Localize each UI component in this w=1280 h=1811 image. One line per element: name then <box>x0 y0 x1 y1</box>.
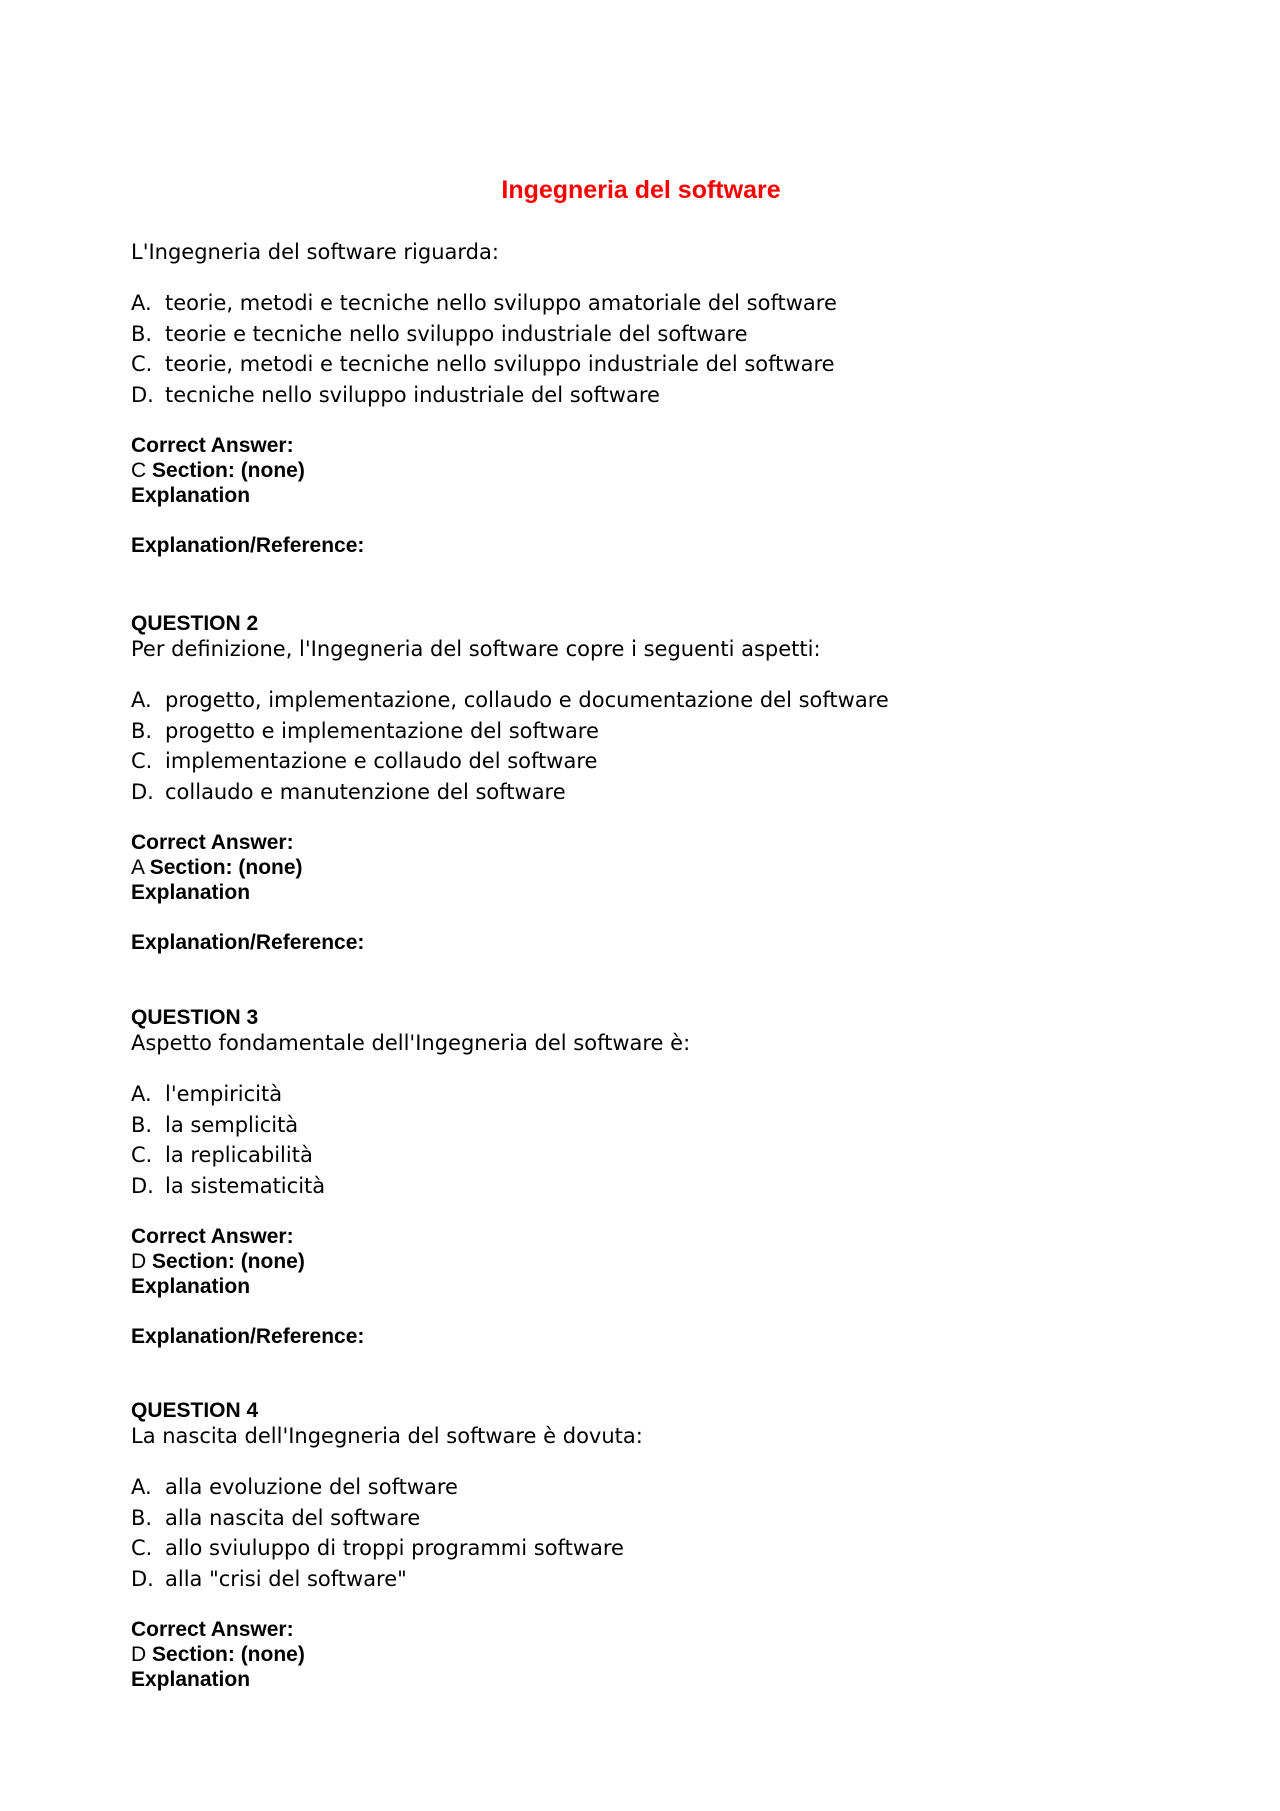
section-label: Section: (none) <box>152 1643 305 1666</box>
answer-value: C <box>131 459 147 482</box>
question-stem: Aspetto fondamentale dell'Ingegneria del software è: <box>131 1031 691 1055</box>
answer-value: D <box>131 1250 147 1273</box>
option-text: la sistematicità <box>165 1173 326 1198</box>
question-stem: Per definizione, l'Ingegneria del software copre i seguenti aspetti: <box>131 637 821 661</box>
option-d <box>131 380 1151 411</box>
answer-line <box>131 1249 1151 1274</box>
option-letter: C. <box>131 1536 153 1560</box>
answer-block <box>131 433 1151 508</box>
option-text: collaudo e manutenzione del software <box>165 779 566 804</box>
explanation-label: Explanation <box>131 484 251 507</box>
options-list <box>131 685 1151 807</box>
option-letter: B. <box>131 1505 153 1530</box>
option-text: alla nascita del software <box>165 1505 421 1530</box>
document-title: Ingegneria del software <box>501 176 781 204</box>
answer-value: D <box>131 1643 147 1666</box>
option-b <box>131 1110 1151 1141</box>
explanation-label: Explanation <box>131 1275 251 1298</box>
option-letter: C. <box>131 1143 153 1167</box>
section-label: Section: (none) <box>149 856 303 879</box>
option-letter: D. <box>131 1173 154 1198</box>
option-d <box>131 1171 1151 1202</box>
option-d <box>131 1564 1151 1595</box>
explanation-label: Explanation <box>131 881 251 904</box>
option-text: la replicabilità <box>165 1143 313 1167</box>
option-c <box>131 349 1151 380</box>
question-4 <box>131 1398 1151 1692</box>
answer-line <box>131 1642 1151 1667</box>
option-d <box>131 777 1151 808</box>
question-1 <box>131 239 1151 558</box>
question-heading: QUESTION 4 <box>131 1399 259 1422</box>
option-text: teorie e tecniche nello sviluppo industriale del software <box>165 321 748 346</box>
option-text: tecniche nello sviluppo industriale del software <box>165 382 660 407</box>
option-a <box>131 685 1151 716</box>
option-letter: B. <box>131 718 153 743</box>
option-letter: B. <box>131 1112 153 1137</box>
option-letter: C. <box>131 749 153 773</box>
option-a <box>131 288 1151 319</box>
option-c <box>131 746 1151 777</box>
question-3 <box>131 1005 1151 1349</box>
answer-line <box>131 855 1151 880</box>
option-text: allo sviuluppo di troppi programmi software <box>165 1536 624 1560</box>
options-list <box>131 1079 1151 1201</box>
option-b <box>131 1503 1151 1534</box>
option-letter: D. <box>131 1566 154 1591</box>
answer-block <box>131 1617 1151 1692</box>
option-b <box>131 716 1151 747</box>
options-list <box>131 288 1151 410</box>
option-letter: A. <box>131 1475 152 1499</box>
question-heading: QUESTION 2 <box>131 612 259 635</box>
option-text: l'empiricità <box>165 1082 283 1106</box>
option-a <box>131 1079 1151 1110</box>
explanation-label: Explanation <box>131 1668 251 1691</box>
option-letter: A. <box>131 291 152 315</box>
option-c <box>131 1140 1151 1171</box>
option-letter: B. <box>131 321 153 346</box>
answer-line <box>131 458 1151 483</box>
question-stem: L'Ingegneria del software riguarda: <box>131 240 499 264</box>
option-text: implementazione e collaudo del software <box>165 749 598 773</box>
question-heading: QUESTION 3 <box>131 1006 259 1029</box>
section-label: Section: (none) <box>152 459 305 482</box>
explanation-reference-label: Explanation/Reference: <box>131 1325 365 1348</box>
section-label: Section: (none) <box>152 1250 305 1273</box>
option-b <box>131 319 1151 350</box>
correct-answer-label: Correct Answer: <box>131 1225 294 1248</box>
correct-answer-label: Correct Answer: <box>131 434 294 457</box>
question-2 <box>131 611 1151 955</box>
option-text: progetto e implementazione del software <box>165 718 599 743</box>
option-text: la semplicità <box>165 1112 299 1137</box>
option-c <box>131 1533 1151 1564</box>
option-text: alla "crisi del software" <box>165 1566 407 1591</box>
explanation-reference-label: Explanation/Reference: <box>131 534 365 557</box>
correct-answer-label: Correct Answer: <box>131 1618 294 1641</box>
option-letter: D. <box>131 779 154 804</box>
question-stem: La nascita dell'Ingegneria del software è dovuta: <box>131 1424 643 1448</box>
option-text: teorie, metodi e tecniche nello sviluppo amatoriale del software <box>165 291 837 315</box>
options-list <box>131 1472 1151 1594</box>
option-text: alla evoluzione del software <box>165 1475 458 1499</box>
correct-answer-label: Correct Answer: <box>131 831 294 854</box>
option-letter: C. <box>131 352 153 376</box>
answer-block <box>131 1224 1151 1299</box>
answer-value: A <box>131 856 144 879</box>
option-letter: D. <box>131 382 154 407</box>
option-text: teorie, metodi e tecniche nello sviluppo industriale del software <box>165 352 835 376</box>
explanation-reference-label: Explanation/Reference: <box>131 931 365 954</box>
option-a <box>131 1472 1151 1503</box>
option-letter: A. <box>131 688 152 712</box>
option-text: progetto, implementazione, collaudo e documentazione del software <box>165 688 889 712</box>
answer-block <box>131 830 1151 905</box>
option-letter: A. <box>131 1082 152 1106</box>
